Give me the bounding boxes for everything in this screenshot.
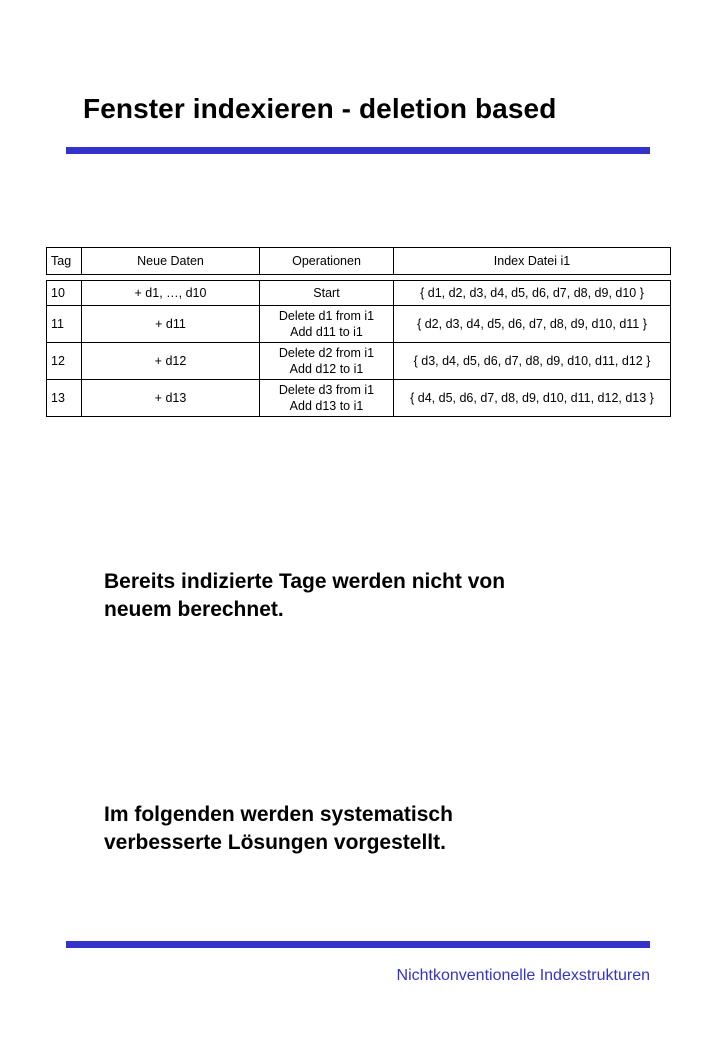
slide-title: Fenster indexieren - deletion based bbox=[83, 93, 557, 124]
cell-operationen bbox=[259, 305, 393, 342]
cell-neue-daten: + d11 bbox=[81, 305, 259, 342]
operation-line: Delete d2 from i1 bbox=[278, 346, 375, 360]
header-index-datei: Index Datei i1 bbox=[393, 247, 671, 275]
paragraph-line: verbesserte Lösungen vorgestellt. bbox=[104, 831, 446, 854]
table-row bbox=[46, 305, 671, 342]
header-tag: Tag bbox=[46, 247, 81, 275]
footer-text: Nichtkonventionelle Indexstrukturen bbox=[396, 967, 650, 984]
operation-line: Delete d3 from i1 bbox=[278, 383, 375, 397]
table-row bbox=[46, 379, 671, 417]
title-divider bbox=[66, 147, 650, 154]
header-operationen: Operationen bbox=[259, 247, 393, 275]
cell-operationen bbox=[259, 280, 393, 305]
cell-operationen bbox=[259, 342, 393, 379]
paragraph-line: Bereits indizierte Tage werden nicht von bbox=[104, 570, 506, 593]
paragraph-im-folgenden bbox=[104, 801, 453, 857]
cell-tag: 10 bbox=[46, 280, 81, 305]
cell-neue-daten: + d13 bbox=[81, 379, 259, 417]
operation-line: Add d11 to i1 bbox=[290, 325, 363, 339]
cell-tag: 11 bbox=[46, 305, 81, 342]
cell-operationen bbox=[259, 379, 393, 417]
index-table bbox=[46, 247, 671, 417]
header-neue-daten: Neue Daten bbox=[81, 247, 259, 275]
cell-neue-daten: + d1, …, d10 bbox=[81, 280, 259, 305]
paragraph-line: Im folgenden werden systematisch bbox=[104, 803, 453, 826]
operation-line: Delete d1 from i1 bbox=[278, 309, 375, 323]
operation-line: Add d13 to i1 bbox=[289, 399, 364, 413]
cell-tag: 12 bbox=[46, 342, 81, 379]
cell-tag: 13 bbox=[46, 379, 81, 417]
cell-index: { d3, d4, d5, d6, d7, d8, d9, d10, d11, d12 } bbox=[393, 342, 671, 379]
operation-line: Add d12 to i1 bbox=[289, 362, 364, 376]
cell-index: { d1, d2, d3, d4, d5, d6, d7, d8, d9, d10 } bbox=[393, 280, 671, 305]
cell-index: { d4, d5, d6, d7, d8, d9, d10, d11, d12, d13 } bbox=[393, 379, 671, 417]
cell-index: { d2, d3, d4, d5, d6, d7, d8, d9, d10, d11 } bbox=[393, 305, 671, 342]
cell-neue-daten: + d12 bbox=[81, 342, 259, 379]
table-row bbox=[46, 280, 671, 305]
table-row bbox=[46, 342, 671, 379]
paragraph-line: neuem berechnet. bbox=[104, 598, 284, 621]
paragraph-bereits-indiziert bbox=[104, 568, 505, 624]
table-header-row bbox=[46, 247, 671, 275]
operation-line: Start bbox=[313, 286, 340, 300]
footer-divider bbox=[66, 941, 650, 948]
